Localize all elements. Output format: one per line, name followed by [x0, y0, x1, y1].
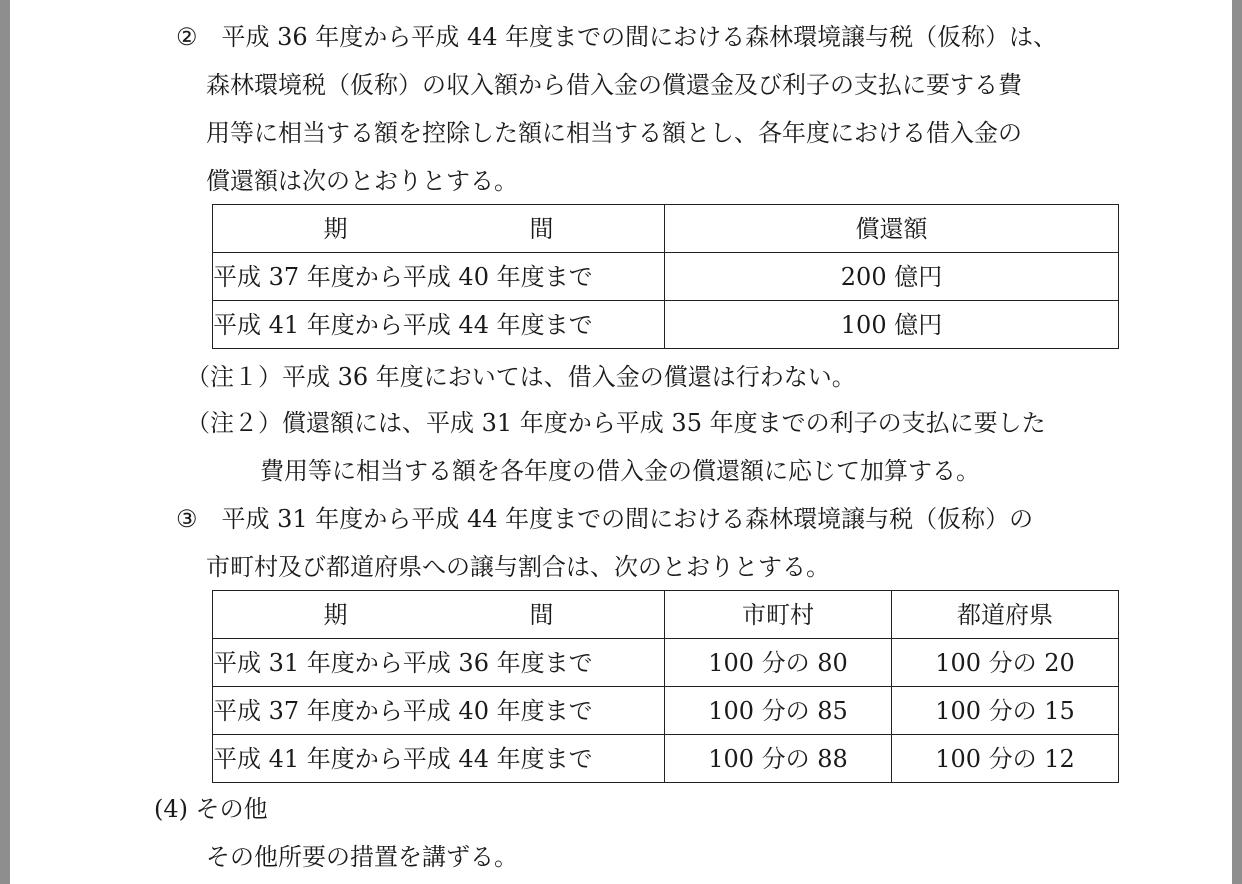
period-cell: 平成 37 年度から平成 40 年度まで [213, 253, 665, 301]
header-period: 期 間 [213, 205, 665, 253]
note-1: （注１）平成 36 年度においては、借入金の償還は行わない。 [186, 363, 856, 391]
item2-text-line-1: 平成 36 年度から平成 44 年度までの間における森林環境譲与税（仮称）は、 [221, 23, 1058, 51]
table-row [213, 301, 1119, 349]
item3-first-line [176, 504, 1033, 534]
document-page [10, 0, 1232, 884]
header-prefectural: 都道府県 [892, 591, 1119, 639]
item2-marker: ② [176, 23, 198, 51]
municipal-ratio-cell: 100 分の 80 [665, 639, 892, 687]
item2-first-line [176, 22, 1057, 52]
amount-cell: 100 億円 [665, 301, 1119, 349]
item3-text-line-1: 平成 31 年度から平成 44 年度までの間における森林環境譲与税（仮称）の [221, 505, 1034, 533]
note-2-line-2: 費用等に相当する額を各年度の借入金の償還額に応じて加算する。 [260, 457, 980, 485]
municipal-ratio-cell: 100 分の 88 [665, 735, 892, 783]
prefectural-ratio-cell: 100 分の 12 [892, 735, 1119, 783]
period-cell: 平成 37 年度から平成 40 年度まで [213, 687, 665, 735]
header-municipal: 市町村 [665, 591, 892, 639]
table-row [213, 687, 1119, 735]
prefectural-ratio-cell: 100 分の 15 [892, 687, 1119, 735]
table-row [213, 735, 1119, 783]
item2-text-line-3: 用等に相当する額を控除した額に相当する額とし、各年度における借入金の [206, 119, 1022, 147]
item3-text-line-2: 市町村及び都道府県への譲与割合は、次のとおりとする。 [206, 553, 830, 581]
period-cell: 平成 41 年度から平成 44 年度まで [213, 735, 665, 783]
item4-body: その他所要の措置を講ずる。 [206, 843, 518, 871]
header-repayment-amount: 償還額 [665, 205, 1119, 253]
municipal-ratio-cell: 100 分の 85 [665, 687, 892, 735]
table-header-row [213, 205, 1119, 253]
item4-heading: (4) その他 [154, 795, 268, 823]
table-header-row [213, 591, 1119, 639]
item2-text-line-2: 森林環境税（仮称）の収入額から借入金の償還金及び利子の支払に要する費 [206, 71, 1022, 99]
transfer-ratio-table [212, 590, 1119, 783]
table-row [213, 639, 1119, 687]
period-cell: 平成 31 年度から平成 36 年度まで [213, 639, 665, 687]
amount-cell: 200 億円 [665, 253, 1119, 301]
prefectural-ratio-cell: 100 分の 20 [892, 639, 1119, 687]
period-cell: 平成 41 年度から平成 44 年度まで [213, 301, 665, 349]
repayment-table [212, 204, 1119, 349]
header-period: 期 間 [213, 591, 665, 639]
table-row [213, 253, 1119, 301]
note-2-line-1: （注２）償還額には、平成 31 年度から平成 35 年度までの利子の支払に要した [186, 409, 1046, 437]
item2-text-line-4: 償還額は次のとおりとする。 [206, 167, 518, 195]
item3-marker: ③ [176, 505, 198, 533]
